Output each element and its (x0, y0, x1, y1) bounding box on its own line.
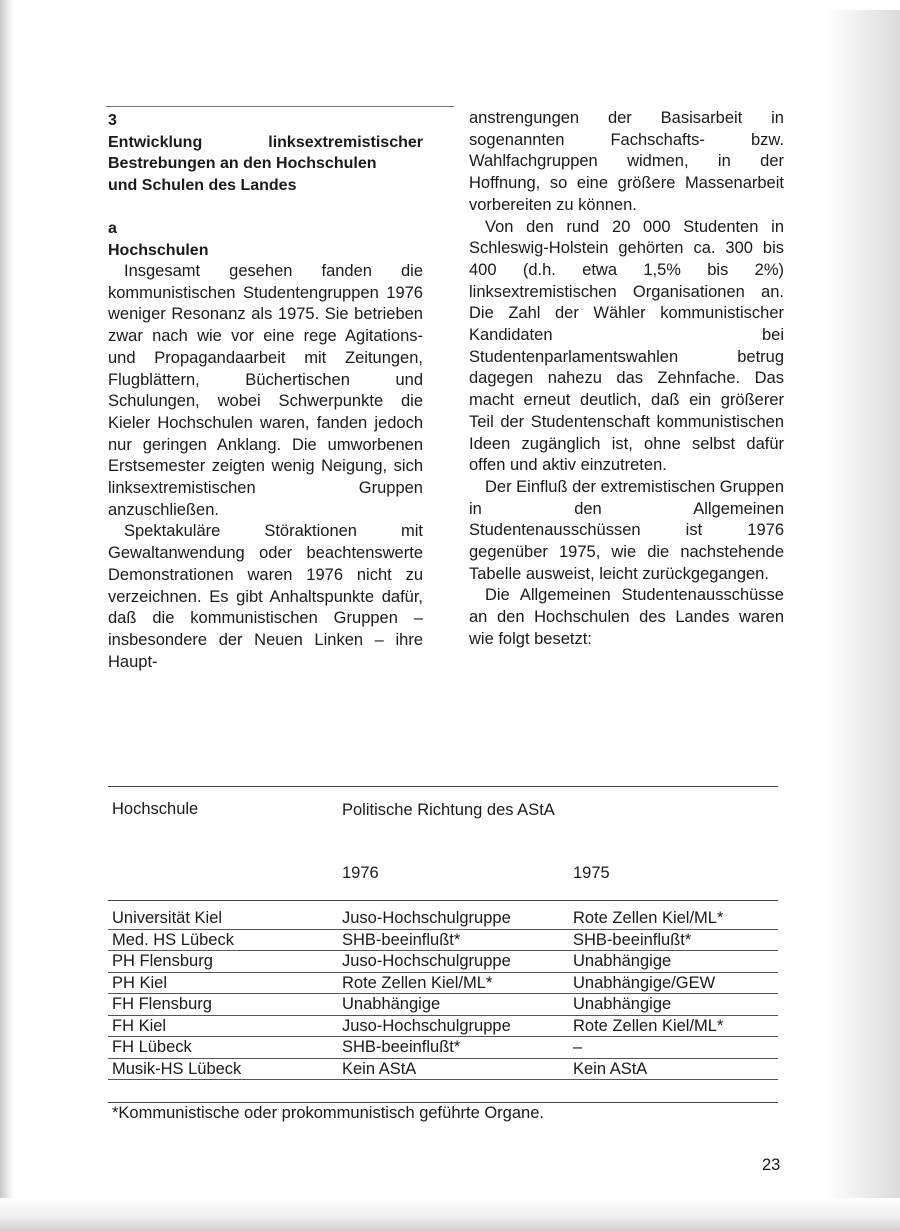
cell-hochschule: FH Lübeck (112, 1038, 192, 1056)
header-year-1976: 1976 (342, 864, 379, 882)
cell-1976: SHB-beeinflußt* (342, 930, 461, 949)
row-rule (108, 1079, 778, 1080)
table-row (108, 973, 778, 995)
cell-1975: SHB-beeinflußt* (573, 930, 692, 949)
header-hochschule: Hochschule (112, 800, 199, 818)
table-rule-header (108, 900, 778, 901)
cell-1975: Rote Zellen Kiel/ML* (573, 909, 724, 927)
section-title-line-2: Bestrebungen an den Hochschulen (108, 155, 377, 172)
header-year-1975: 1975 (573, 864, 610, 882)
cell-1975: Unabhängige/GEW (573, 973, 716, 992)
right-paragraph-2: Von den rund 20 000 Studenten in Schleswig-Holstein gehörten ca. 300 bis 400 (d.h. etwa 1,5% bis 2%) linksextremistischen Organisationen an. Die Zahl der Wähler kommunistischer Kandidaten bei Studentenparlamentswahlen betrug dagegen nahezu das Zehnfache. Das macht erneut deutlich, daß ein größerer Teil der Studentenschaft kommunistischen Ideen zugänglich ist, ohne selbst dafür offen und aktiv einzutreten. (469, 217, 784, 475)
right-paragraph-3: Der Einfluß der extremistischen Gruppen in den Allgemeinen Studentenausschüssen ist 1976 gegenüber 1975, wie die nachstehende Tabelle ausweist, leicht zurückgegangen. (469, 477, 784, 583)
table-rule-top (108, 786, 778, 787)
cell-hochschule: PH Kiel (112, 973, 168, 992)
cell-1975: Rote Zellen Kiel/ML* (573, 1016, 724, 1035)
left-paragraph-1: Insgesamt gesehen fanden die kommunistischen Studentengruppen 1976 weniger Resonanz als 1975. Sie betrieben zwar nach wie vor eine rege Agitations- und Propagandaarbeit mit Zeitungen, Flugblättern, Büchertischen und Schulungen, wobei Schwerpunkte die Kieler Hochschulen waren, fanden jedoch nur geringen Anklang. Die umworbenen Erstsemester zeigten wenig Neigung, sich linksextremistischen Gruppen anzuschließen. (108, 262, 423, 519)
top-rule (106, 106, 454, 107)
scan-edge-bottom (0, 1198, 900, 1231)
subsection-title: Hochschulen (108, 241, 209, 259)
header-richtung: Politische Richtung des AStA (342, 801, 555, 819)
right-column (469, 108, 784, 651)
table-row (108, 1037, 778, 1059)
section-title-line-3: und Schulen des Landes (108, 176, 297, 194)
cell-1975: Unabhängige (573, 995, 672, 1013)
cell-1976: Kein AStA (342, 1059, 417, 1078)
cell-1975: Unabhängige (573, 952, 672, 970)
cell-1975: – (573, 1038, 583, 1056)
cell-1976: Juso-Hochschulgruppe (342, 952, 511, 970)
cell-hochschule: FH Flensburg (112, 995, 212, 1013)
cell-hochschule: Med. HS Lübeck (112, 930, 234, 949)
table-row (108, 930, 778, 952)
cell-1975: Kein AStA (573, 1059, 648, 1078)
table-footnote: *Kommunistische oder prokommunistisch geführte Organe. (112, 1104, 544, 1122)
table-row (108, 908, 778, 930)
left-column (108, 110, 423, 673)
subsection-letter: a (108, 220, 117, 237)
scan-edge-right (826, 10, 900, 1231)
page-number: 23 (762, 1156, 781, 1174)
left-paragraph-2: Spektakuläre Störaktionen mit Gewaltanwendung oder beachtenswerte Demonstrationen waren 1976 nicht zu verzeichnen. Es gibt Anhaltspunkte dafür, daß die kommunistischen Gruppen – insbesondere der Neuen Linken – ihre Haupt- (108, 522, 423, 671)
section-number: 3 (108, 112, 117, 129)
cell-1976: Juso-Hochschulgruppe (342, 1016, 511, 1035)
table-row (108, 1016, 778, 1038)
cell-1976: Unabhängige (342, 995, 441, 1013)
cell-hochschule: Musik-HS Lübeck (112, 1059, 242, 1078)
cell-hochschule: Universität Kiel (112, 909, 223, 927)
cell-hochschule: PH Flensburg (112, 952, 213, 970)
cell-hochschule: FH Kiel (112, 1016, 167, 1035)
table-row (108, 1059, 778, 1081)
cell-1976: Juso-Hochschulgruppe (342, 909, 511, 927)
cell-1976: SHB-beeinflußt* (342, 1038, 461, 1056)
scan-edge-left (0, 0, 14, 1231)
right-paragraph-4: Die Allgemeinen Studentenausschüsse an den Hochschulen des Landes waren wie folgt besetzt: (469, 586, 784, 648)
right-paragraph-1: anstrengungen der Basisarbeit in sogenannten Fachschafts- bzw. Wahlfachgruppen widmen, in der Hoffnung, so eine größere Massenarbeit vorbereiten zu können. (469, 109, 784, 214)
cell-1976: Rote Zellen Kiel/ML* (342, 973, 493, 992)
table-rule-footnote (108, 1102, 778, 1103)
table-row (108, 951, 778, 973)
table-row (108, 994, 778, 1016)
table-body (108, 908, 778, 1080)
section-title-line-1: Entwicklung linksextremistischer (108, 133, 423, 151)
